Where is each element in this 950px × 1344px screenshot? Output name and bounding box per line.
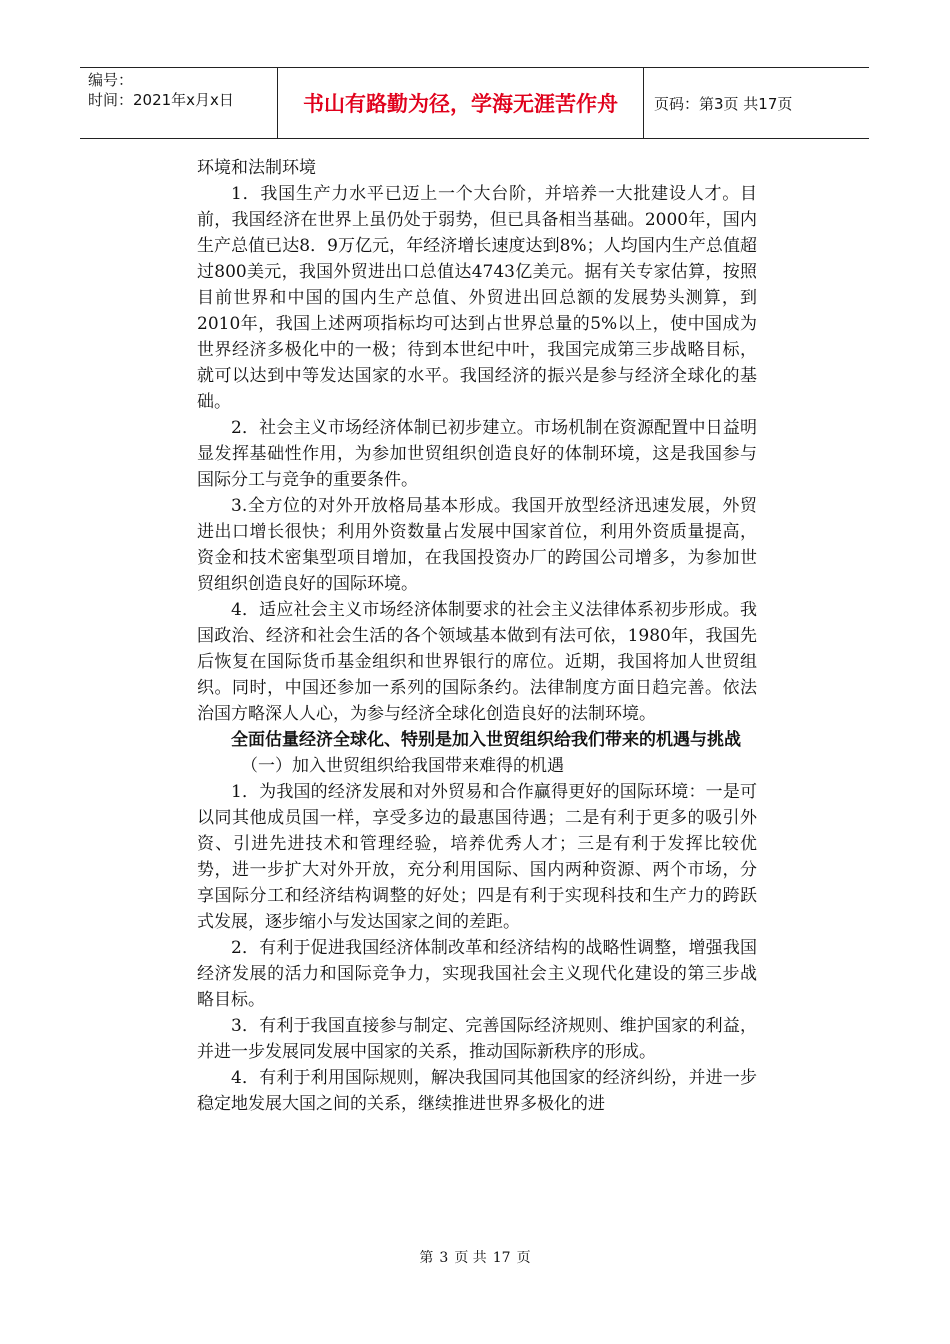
page-footer <box>0 1247 950 1267</box>
footer-page-number: 3 <box>439 1250 449 1266</box>
footer-total-pages: 17 <box>492 1250 511 1266</box>
footer-suffix: 页 <box>516 1250 531 1266</box>
footer-middle: 页 共 <box>454 1250 487 1266</box>
document-number-label: 编号： <box>88 71 134 89</box>
paragraph: 2．社会主义市场经济体制已初步建立。市场机制在资源配置中日益明显发挥基础性作用，为参加世贸组织创造良好的体制环境，这是我国参与国际分工与竞争的重要条件。 <box>197 418 757 490</box>
header-motto: 书山有路勤为径，学海无涯苦作舟 <box>278 68 644 138</box>
paragraph: 1．为我国的经济发展和对外贸易和合作赢得更好的国际环境：一是可以同其他成员国一样，享受多边的最惠国待遇；二是有利于更多的吸引外资、引进先进技术和管理经验，培养优秀人才；三是有利于发挥比较优势，进一步扩大对外开放，充分利用国际、国内两种资源、两个市场，分享国际分工和经济结构调整的好处；四是有利于实现科技和生产力的跨跃式发展，逐步缩小与发达国家之间的差距。 <box>197 782 757 932</box>
subsection-heading: （一）加入世贸组织给我国带来难得的机遇 <box>241 756 564 776</box>
paragraph-continuation: 环境和法制环境 <box>197 158 316 178</box>
footer-prefix: 第 <box>419 1250 434 1266</box>
document-body <box>197 155 757 1117</box>
header-page-info: 页码：第3页 共17页 <box>654 94 793 113</box>
paragraph: 3．有利于我国直接参与制定、完善国际经济规则、维护国家的利益，并进一步发展同发展中国家的关系，推动国际新秩序的形成。 <box>197 1016 757 1062</box>
document-date-label: 时间：2021年x月x日 <box>88 91 234 109</box>
paragraph: 4．有利于利用国际规则，解决我国同其他国家的经济纠纷，并进一步稳定地发展大国之间的关系，继续推进世界多极化的进 <box>197 1068 757 1114</box>
paragraph: 1．我国生产力水平已迈上一个大台阶，并培养一大批建设人才。目前，我国经济在世界上虽仍处于弱势，但已具备相当基础。2000年，国内生产总值已达8．9万亿元，年经济增长速度达到8%；人均国内生产总值超过800美元，我国外贸进出口总值达4743亿美元。据有关专家估算，按照目前世界和中国的国内生产总值、外贸进出回总额的发展势头测算，到 2010年，我国上述两项指标均可达到占世界总量的5%以上，使中国成为世界经济多极化中的一极；待到本世纪中叶，我国完成第三步战略目标，就可以达到中等发达国家的水平。我国经济的振兴是参与经济全球化的基础。 <box>197 184 757 412</box>
paragraph: 4．适应社会主义市场经济体制要求的社会主义法律体系初步形成。我国政治、经济和社会生活的各个领域基本做到有法可依，1980年，我国先后恢复在国际货币基金组织和世界银行的席位。近期，我国将加人世贸组织。同时，中国还参加一系列的国际条约。法律制度方面日趋完善。依法治国方略深人人心，为参与经济全球化创造良好的法制环境。 <box>197 600 757 724</box>
section-heading: 全面估量经济全球化、特别是加入世贸组织给我们带来的机遇与挑战 <box>231 730 741 750</box>
paragraph: 2．有利于促进我国经济体制改革和经济结构的战略性调整，增强我国经济发展的活力和国际竞争力，实现我国社会主义现代化建设的第三步战略目标。 <box>197 938 757 1010</box>
paragraph: 3.全方位的对外开放格局基本形成。我国开放型经济迅速发展，外贸进出口增长很快；利用外资数量占发展中国家首位，利用外资质量提高，资金和技术密集型项目增加，在我国投资办厂的跨国公司增多，为参加世贸组织创造良好的国际环境。 <box>197 496 757 594</box>
page-header <box>80 67 869 139</box>
header-meta <box>80 68 278 138</box>
